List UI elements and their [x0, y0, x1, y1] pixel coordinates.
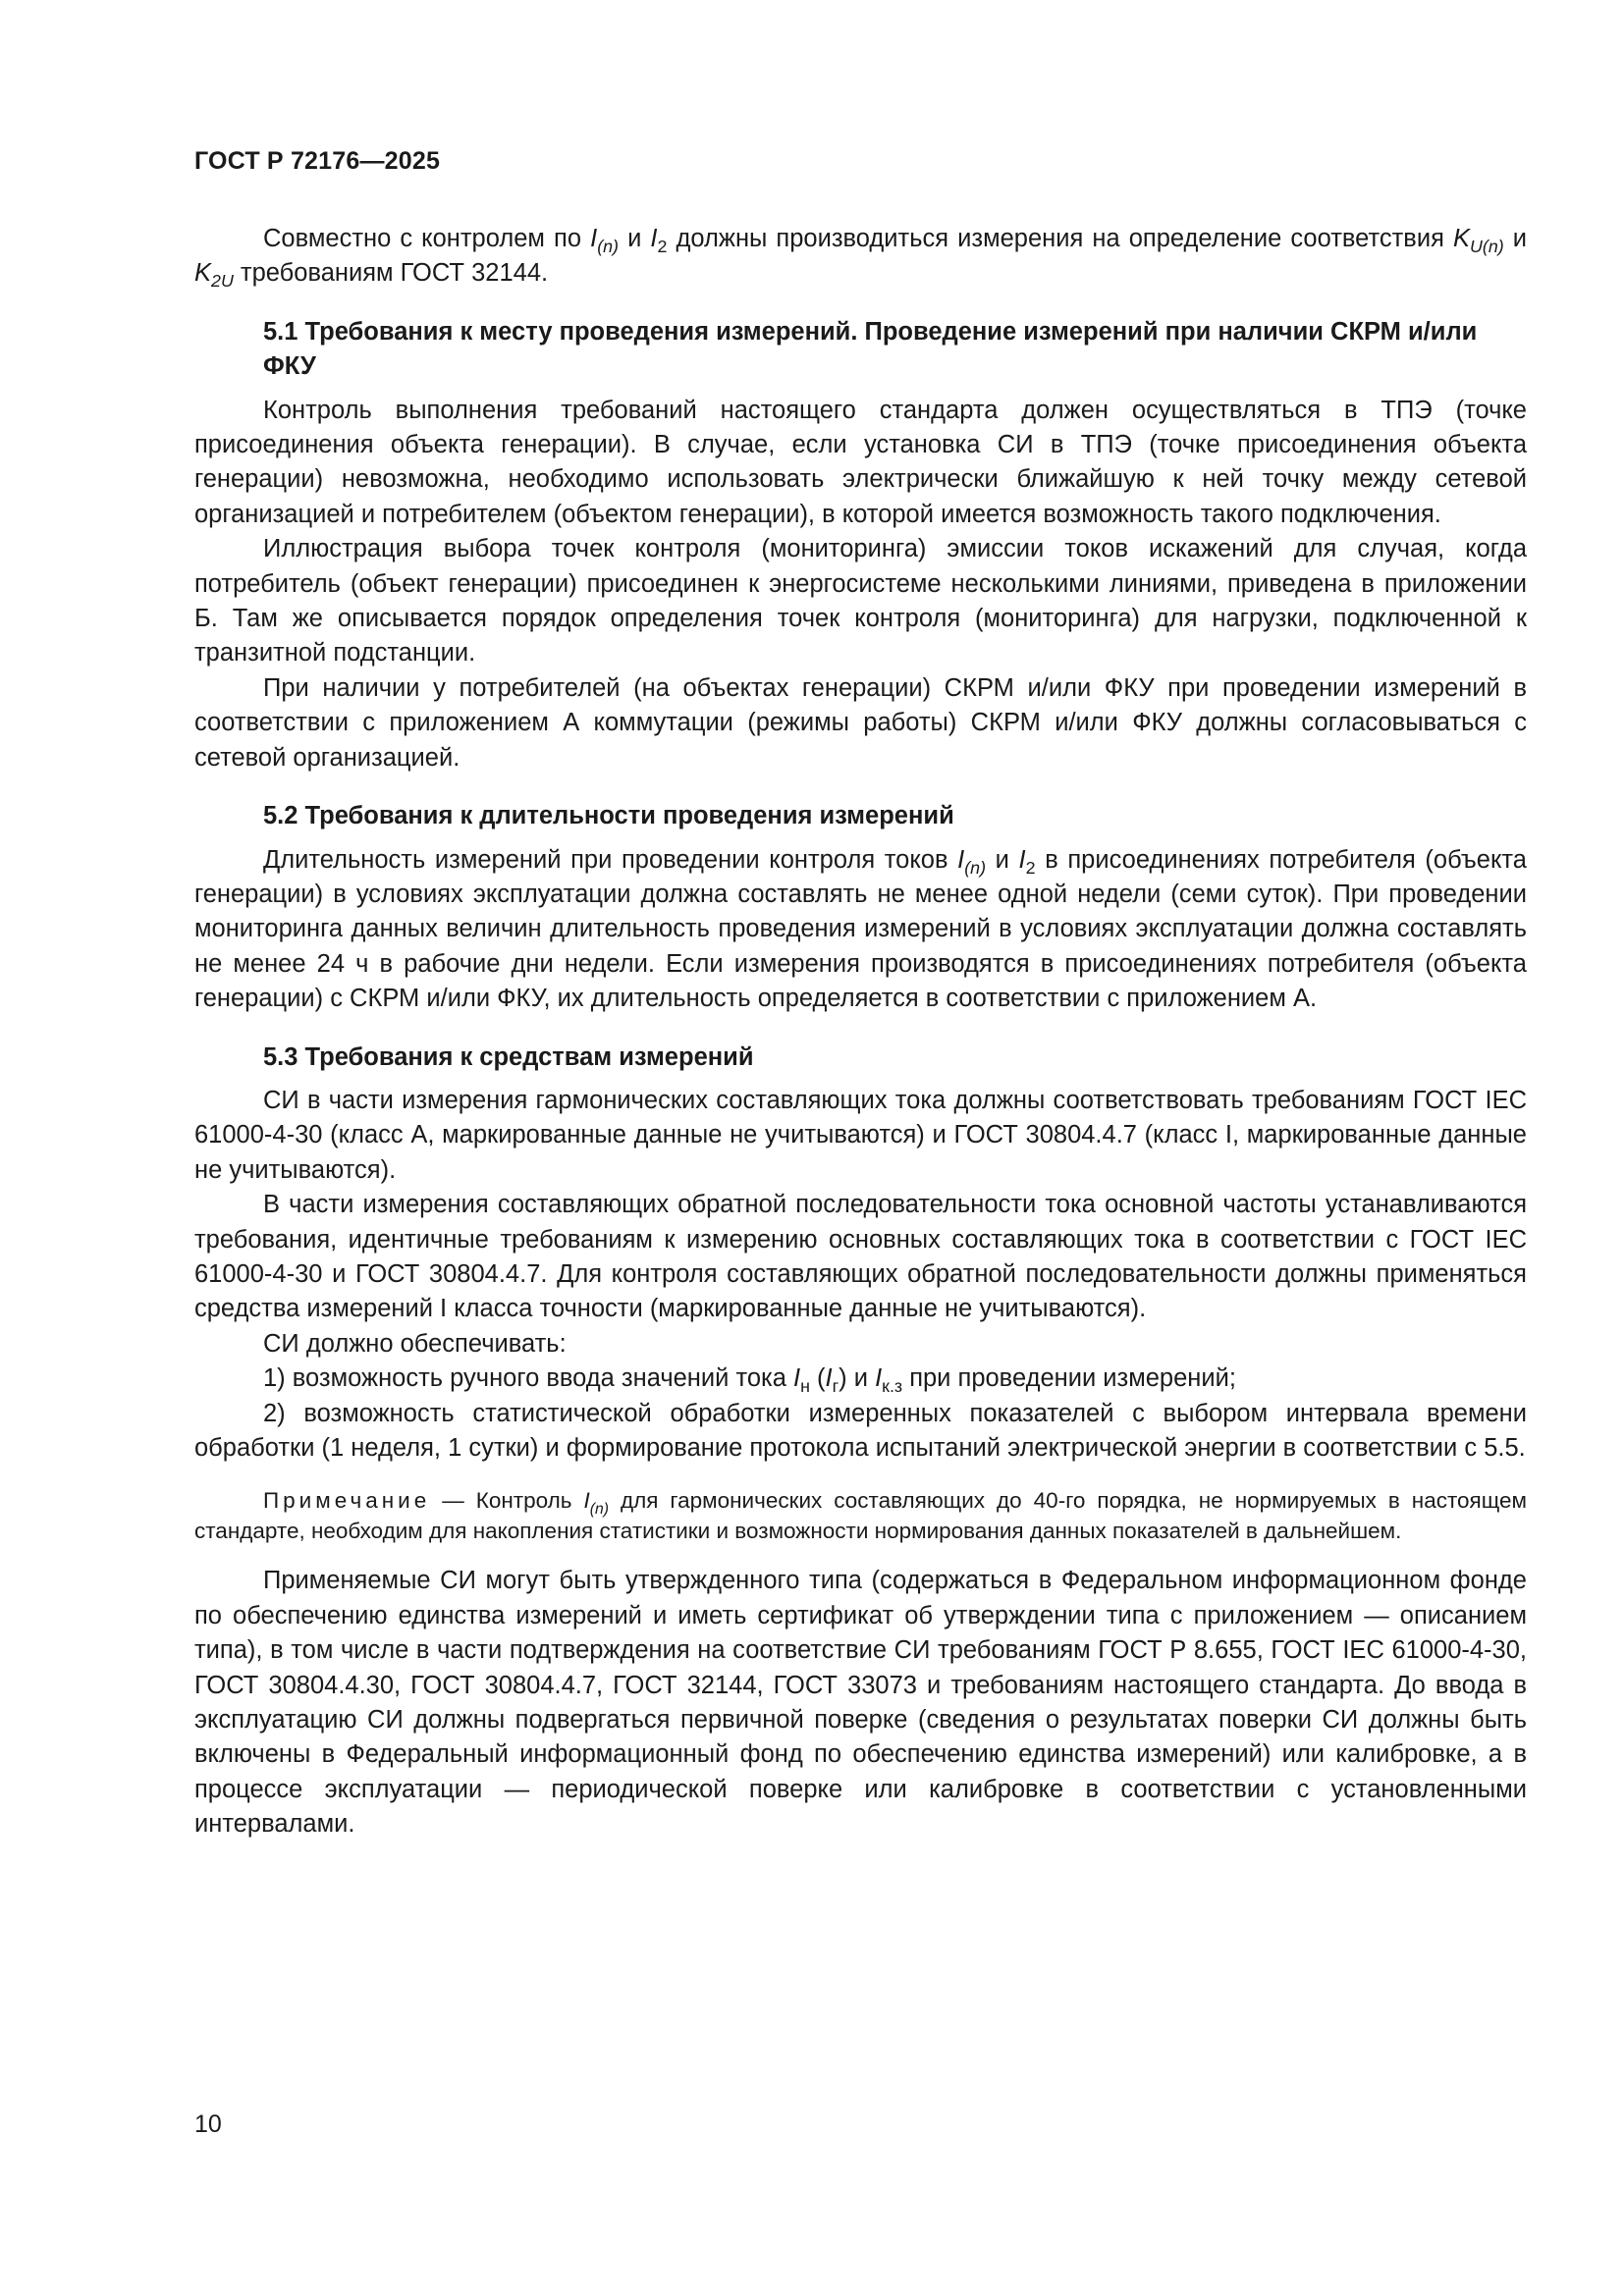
section-5-3-paragraph-3: СИ должно обеспечивать:: [263, 1329, 567, 1358]
page-number: 10: [194, 2110, 222, 2138]
document-body: [194, 222, 1527, 1842]
list-item-2: 2) возможность статистической обработки измеренных показателей с выбором интервала времени обработки (1 неделя, 1 сутки) и формирование протокола испытаний электрической энергии в соответствии с 5.5.: [194, 1399, 1527, 1462]
section-5-3-heading: 5.3 Требования к средствам измерений: [263, 1042, 754, 1071]
document-header: ГОСТ Р 72176—2025: [194, 147, 441, 175]
section-5-1-heading: 5.1 Требования к месту проведения измерений. Проведение измерений при наличии СКРМ и/или ФКУ: [263, 317, 1478, 381]
section-5-3-paragraph-1: СИ в части измерения гармонических составляющих тока должны соответствовать требованиям ГОСТ IEC 61000-4-30 (класс A, маркированные данные не учитываются) и ГОСТ 30804.4.7 (класс I, маркированные данные не учитываются).: [194, 1086, 1527, 1184]
section-5-2-paragraph: Длительность измерений при проведении контроля токов $I_{(n)}$ и $I_2$ в присоединениях потребителя (объекта генерации) в условиях эксплуатации должна составлять не менее одной недели (семи суток). При проведении мониторинга данных величин длительность проведения измерений в условиях эксплуатации должна составлять не менее 24 ч в рабочие дни недели. Если измерения производятся в присоединениях потребителя (объекта генерации) с СКРМ и/или ФКУ, их длительность определяется в соответствии с приложением А.: [194, 845, 1527, 1013]
section-5-1-paragraph-1: Контроль выполнения требований настоящего стандарта должен осуществляться в ТПЭ (точке присоединения объекта генерации). В случае, если установка СИ в ТПЭ (точке присоединения объекта генерации) невозможна, необходимо использовать электрически ближайшую к ней точку между сетевой организацией и потребителем (объектом генерации), в которой имеется возможность такого подключения.: [194, 396, 1527, 528]
section-5-2-heading: 5.2 Требования к длительности проведения измерений: [263, 802, 954, 830]
note-label: Примечание: [263, 1488, 431, 1514]
intro-paragraph: Совместно с контролем по $I_{(n)}$ и $I_2$ должны производиться измерения на определение соответствия $K_{U(n)}$ и $K_{2U}$ требованиям ГОСТ 32144.: [194, 225, 1528, 292]
section-5-1-paragraph-3: При наличии у потребителей (на объектах генерации) СКРМ и/или ФКУ при проведении измерений в соответствии с приложением А коммутации (режимы работы) СКРМ и/или ФКУ должны согласовываться с сетевой организацией.: [194, 673, 1527, 772]
note-paragraph: Примечание — Контроль $I_{(n)}$ для гармонических составляющих до 40-го порядка, не нормируемых в настоящем стандарте, необходим для накопления статистики и возможности нормирования данных показателей в дальнейшем.: [194, 1488, 1527, 1544]
section-5-1-paragraph-2: Иллюстрация выбора точек контроля (мониторинга) эмиссии токов искажений для случая, когда потребитель (объект генерации) присоединен к энергосистеме несколькими линиями, приведена в приложении Б. Там же описывается порядок определения точек контроля (мониторинга) для нагрузки, подключенной к транзитной подстанции.: [194, 535, 1527, 667]
section-5-3-paragraph-4: Применяемые СИ могут быть утвержденного типа (содержаться в Федеральном информационном фонде по обеспечению единства измерений и иметь сертификат об утверждении типа с приложением — описанием типа), в том числе в части подтверждения на соответствие СИ требованиям ГОСТ Р 8.655, ГОСТ IEC 61000-4-30, ГОСТ 30804.4.30, ГОСТ 30804.4.7, ГОСТ 32144, ГОСТ 33073 и требованиям настоящего стандарта. До ввода в эксплуатацию СИ должны подвергаться первичной поверке (сведения о результатах поверки СИ должны быть включены в Федеральный информационный фонд по обеспечению единства измерений) или калибровке, а в процессе эксплуатации — периодической поверке или калибровке в соответствии с установленными интервалами.: [194, 1567, 1527, 1839]
list-item-1: 1) возможность ручного ввода значений тока $I_н$ $(I_г)$ и $I_{к.з}$ при проведении измерений;: [263, 1364, 1236, 1397]
section-5-3-paragraph-2: В части измерения составляющих обратной последовательности тока основной частоты устанавливаются требования, идентичные требованиям к измерению основных составляющих тока в соответствии с ГОСТ IEC 61000-4-30 и ГОСТ 30804.4.7. Для контроля составляющих обратной последовательности должны применяться средства измерений I класса точности (маркированные данные не учитываются).: [194, 1191, 1527, 1323]
